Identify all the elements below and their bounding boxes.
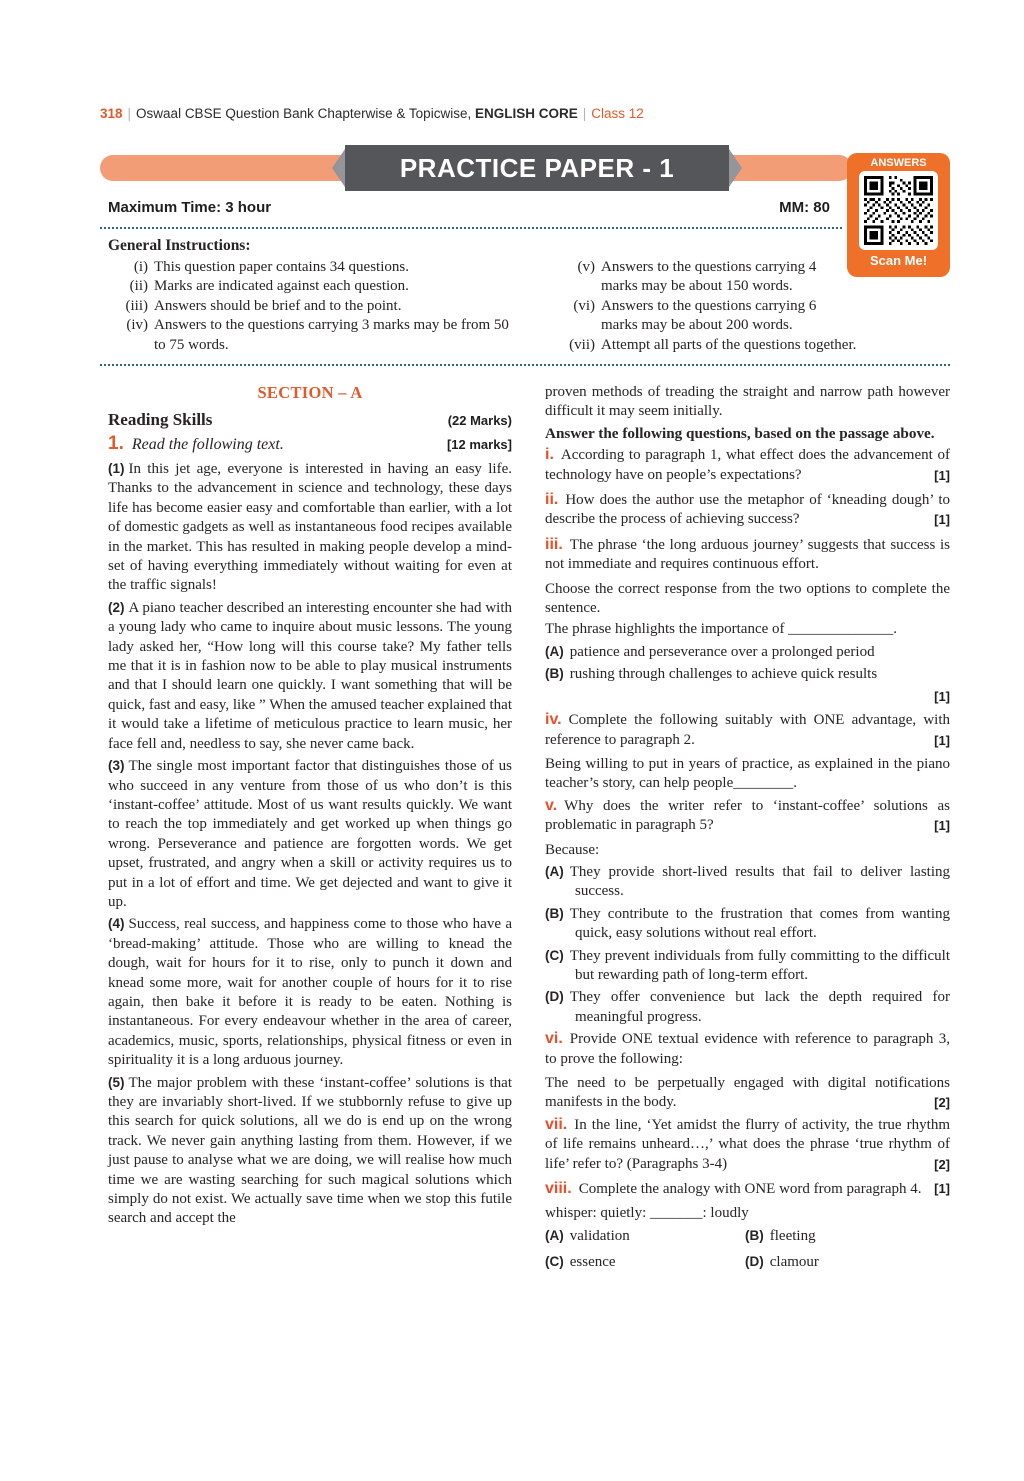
max-time-label: Maximum Time: 3 hour: [108, 199, 272, 216]
question-iv-fill: Being willing to put in years of practice, as explained in the piano teacher’s story, can help people________.: [545, 755, 950, 792]
class-label: Class 12: [591, 106, 644, 121]
question-viii-marks: [1]: [934, 1181, 950, 1197]
ribbon: [345, 145, 729, 191]
book-title: Oswaal CBSE Question Bank Chapterwise & Topicwise,: [136, 106, 475, 121]
instruction-item: [555, 297, 950, 336]
option-text: clamour: [769, 1254, 819, 1271]
question-iii: [545, 535, 950, 575]
question-iv: [545, 710, 950, 750]
option-label: (A): [545, 863, 564, 879]
option-label: (B): [545, 905, 564, 921]
question-iii-number: iii.: [545, 535, 563, 553]
option-text: They offer convenience but lack the depth required for meaningful progress.: [569, 989, 950, 1025]
statement-text: The need to be perpetually engaged with digital notifications manifests in the body.: [545, 1075, 950, 1111]
meta-row: [108, 199, 830, 216]
paragraph-number: (4): [108, 916, 125, 932]
question-iii-stem: The phrase highlights the importance of ______________.: [545, 621, 898, 638]
questions-heading: Answer the following questions, based on the passage above.: [545, 424, 935, 442]
option-text: They prevent individuals from fully committing to the difficult but rewarding path of long-term effort.: [569, 947, 950, 983]
questions-column: [545, 383, 950, 1275]
qr-code-icon: [859, 171, 938, 250]
passage-continuation: proven methods of treading the straight and narrow path however difficult it may seem initially.: [545, 384, 950, 420]
question-vii-text: In the line, ‘Yet amidst the flurry of activity, the true rhythm of life remains unheard…,’ what does the phrase ‘true rhythm of life’ refer to? (Paragraphs 3-4): [545, 1116, 950, 1172]
question-v-option-a: [545, 862, 950, 902]
paragraph-number: (1): [108, 461, 125, 476]
answers-qr-panel: [847, 153, 950, 277]
analogy-option-b: [745, 1226, 950, 1246]
question-vi-number: vi.: [545, 1030, 563, 1048]
instruction-number: (i): [133, 258, 148, 275]
question-v-because: Because:: [545, 841, 600, 858]
option-text: patience and perseverance over a prolonged period: [569, 643, 875, 660]
instruction-number: (vii): [569, 336, 595, 353]
instruction-item: [108, 316, 510, 355]
paragraph-number: (5): [108, 1074, 125, 1090]
scan-me-label: Scan Me!: [869, 253, 928, 268]
question-i-marks: [1]: [934, 467, 950, 483]
question-1-text: Read the following text.: [131, 436, 284, 453]
question-i-text: According to paragraph 1, what effect does the advancement of technology have on people’s expectations?: [545, 447, 950, 483]
question-ii-text: How does the author use the metaphor of ‘kneading dough’ to describe the process of achieving success?: [545, 492, 950, 528]
question-v: [545, 796, 950, 836]
passage-column: [108, 383, 512, 1275]
option-text: validation: [569, 1227, 630, 1244]
option-label: (C): [545, 947, 564, 963]
answers-label: ANSWERS: [870, 157, 927, 169]
instruction-text: This question paper contains 34 questions.: [154, 258, 409, 275]
subject-title: ENGLISH CORE: [474, 106, 578, 121]
option-label: (C): [545, 1254, 564, 1270]
paragraph-text: The single most important factor that distinguishes those of us who succeed in any venture from those of us who don’t is this ‘instant-coffee’ attitude. Most of us want results quickly. We want to reach the top immediately and get worked up when things go wrong. Perseverance and patience are forgotten words. We get upset, frustrated, and angry when a skill or activity requires us to put in a lot of effort and time. We get dejected and want to give it up.: [108, 758, 512, 910]
paragraph-text: Success, real success, and happiness come to those who have a ‘bread-making’ attitude. Those who are willing to knead the dough, wait for hours for it to rise, only to punch it down and knead some more, wait for another couple of hours for it to rise again, then bake it before it is ready to be eaten. Nothing is instantaneous. For every endeavour whether in the area of career, academics, music, sports, relationships, physical fitness or even in spirituality it is a long arduous journey.: [108, 916, 512, 1069]
skill-marks: (22 Marks): [447, 413, 512, 428]
paragraph-text: A piano teacher described an interesting encounter she had with a young lady who came to inquire about music lessons. The young lady asked her, “How long will this course take? My father tells me that it is in fashion now to be able to play musical instruments and that I should learn one quickly. I want something that will be quick, fast and easy, like ” When the amused teacher explained that it would take a lifetime of meticulous practice to learn music, her face fell and, needless to say, she never came back.: [108, 599, 513, 752]
question-1-row: [108, 433, 512, 455]
instruction-number: (iv): [126, 317, 148, 333]
question-v-marks: [1]: [934, 818, 950, 834]
question-ii-marks: [1]: [934, 512, 950, 528]
paragraph-number: (2): [108, 599, 125, 615]
header-separator: |: [127, 106, 132, 121]
instruction-number: (vi): [573, 297, 595, 314]
analogy-option-c: [545, 1252, 745, 1272]
question-vi-marks: [2]: [934, 1095, 950, 1111]
option-text: essence: [569, 1254, 616, 1271]
question-iii-choose: Choose the correct response from the two options to complete the sentence.: [545, 580, 950, 617]
instruction-text: Attempt all parts of the questions together.: [601, 336, 857, 353]
question-iv-marks: [1]: [934, 732, 950, 748]
option-label: (D): [545, 989, 564, 1005]
option-text: fleeting: [769, 1227, 816, 1244]
question-iii-text: The phrase ‘the long arduous journey’ suggests that success is not immediate and requires continuous effort.: [545, 536, 950, 573]
option-label: (B): [745, 1227, 764, 1243]
question-v-option-b: [545, 904, 950, 944]
passage-paragraph: [108, 1073, 512, 1229]
instructions-left-column: [108, 258, 510, 356]
question-v-number: v.: [545, 796, 558, 814]
question-viii-text: Complete the analogy with ONE word from paragraph 4.: [578, 1181, 922, 1198]
question-vi: [545, 1029, 950, 1069]
option-label: (A): [545, 1227, 564, 1243]
question-i-number: i.: [545, 446, 554, 464]
passage-paragraph: [108, 914, 512, 1070]
passage-paragraph: [108, 756, 512, 912]
question-iv-text: Complete the following suitably with ONE advantage, with reference to paragraph 2.: [545, 712, 950, 748]
question-1-marks: [12 marks]: [446, 437, 512, 452]
analogy-options: [545, 1226, 950, 1275]
instructions-heading: General Instructions:: [108, 237, 251, 254]
passage-paragraph: [108, 459, 512, 596]
instruction-text: Answers to the questions carrying 3 marks may be from 50 to 75 words.: [154, 317, 509, 353]
question-iii-marks: [1]: [934, 688, 950, 704]
question-v-text: Why does the writer refer to ‘instant-coffee’ solutions as problematic in paragraph 5?: [545, 797, 950, 834]
question-v-option-c: [545, 946, 950, 986]
paragraph-number: (3): [108, 758, 125, 774]
instruction-text: Answers to the questions carrying 6 marks may be about 200 words.: [601, 297, 817, 333]
qr-code-svg: [864, 176, 933, 245]
instruction-number: (ii): [129, 278, 148, 294]
instruction-text: Answers to the questions carrying 4 marks may be about 150 words.: [601, 258, 817, 294]
question-i: [545, 445, 950, 485]
main-content: [108, 383, 950, 1275]
general-instructions: [108, 236, 950, 355]
max-marks-label: MM: 80: [779, 199, 830, 216]
paragraph-text: In this jet age, everyone is interested in having an easy life. Thanks to the advancement in science and technology, these days life has become easier easy and comfortable than earlier, with a lot of domestic gadgets as well as instantaneous food recipes available in the market. This has resulted in making people develop a mind-set of having everything immediately without waiting for even at the traffic signals!: [108, 461, 512, 594]
instruction-number: (iii): [125, 297, 148, 314]
question-viii-number: viii.: [545, 1180, 572, 1198]
instruction-number: (v): [577, 258, 595, 275]
question-iii-option-a: [545, 642, 950, 662]
passage-paragraph: [108, 598, 512, 754]
instruction-item: [108, 258, 510, 278]
instruction-item: [108, 297, 510, 317]
instruction-text: Answers should be brief and to the point.: [154, 297, 402, 314]
running-header: [100, 106, 950, 121]
option-label: (B): [545, 666, 564, 682]
option-label: (A): [545, 643, 564, 659]
question-iii-option-b: [545, 664, 950, 684]
option-text: rushing through challenges to achieve quick results: [569, 666, 878, 683]
skill-row: [108, 410, 512, 430]
question-vi-statement: [545, 1074, 950, 1113]
section-title: SECTION – A: [257, 383, 363, 402]
instruction-text: Marks are indicated against each question.: [154, 278, 409, 294]
instruction-item: [108, 277, 510, 297]
question-ii: [545, 490, 950, 530]
skill-name: Reading Skills: [108, 410, 213, 429]
analogy-stem: whisper: quietly: _______: loudly: [545, 1205, 749, 1222]
page-number: 318: [100, 106, 123, 121]
header-separator-2: |: [582, 106, 587, 121]
analogy-option-a: [545, 1226, 745, 1246]
question-vii-marks: [2]: [934, 1156, 950, 1172]
question-ii-number: ii.: [545, 491, 559, 509]
question-1-number: 1.: [108, 433, 124, 454]
dotted-divider-bottom: [100, 364, 950, 366]
question-iv-number: iv.: [545, 711, 562, 729]
instruction-item: [555, 336, 950, 356]
question-viii: [545, 1179, 950, 1199]
option-label: (D): [745, 1254, 764, 1270]
question-v-option-d: [545, 987, 950, 1027]
analogy-option-d: [745, 1252, 950, 1272]
dotted-divider-top: [100, 227, 842, 229]
question-vi-text: Provide ONE textual evidence with reference to paragraph 3, to prove the following:: [545, 1031, 950, 1067]
question-vii-number: vii.: [545, 1115, 568, 1133]
option-text: They provide short-lived results that fail to deliver lasting success.: [569, 863, 950, 900]
paper-title: PRACTICE PAPER - 1: [399, 152, 675, 183]
option-text: They contribute to the frustration that comes from wanting quick, easy solutions without real effort.: [569, 905, 950, 942]
paragraph-text: The major problem with these ‘instant-coffee’ solutions is that they are invariably short-lived. If we stubbornly refuse to give up this search for quick solutions, all we do is end up on the wrong track. We never gain anything lasting from them. However, if we just pause to analyse what we are doing, we will realise how much time we are wasting searching for such magical solutions which simply do not exist. We actually save time when we stop this futile search and accept the: [108, 1074, 512, 1227]
question-vii: [545, 1115, 950, 1174]
